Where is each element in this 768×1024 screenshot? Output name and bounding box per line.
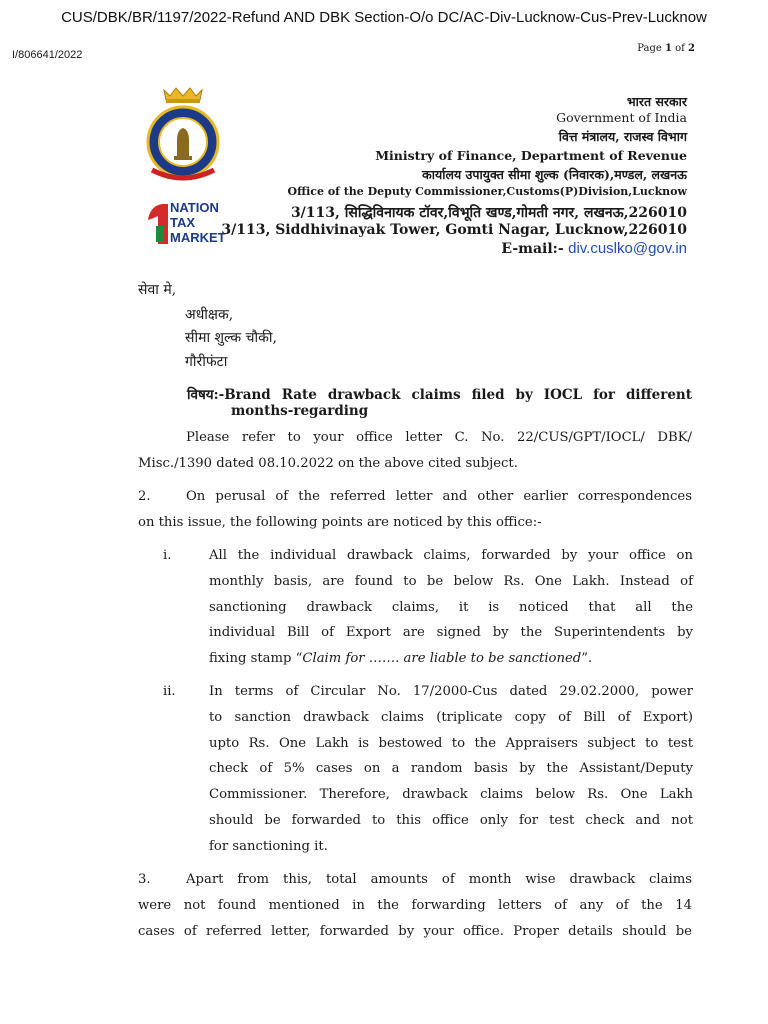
para3-line-2: were not found mentioned in the forwarding letters of any of the 14 xyxy=(138,897,692,913)
cbic-emblem-icon xyxy=(146,82,220,190)
ntm-word-nation: NATION xyxy=(170,200,219,215)
para3-line-1: Apart from this, total amounts of month wise drawback claims xyxy=(186,872,692,887)
letterhead-line-hindi-govt: भारत सरकार xyxy=(626,94,687,109)
paragraph-3 xyxy=(138,867,692,944)
letterhead-line-hindi-ministry: वित्त मंत्रालय, राजस्व विभाग xyxy=(558,129,687,144)
subject-line-1: विषय:-Brand Rate drawback claims filed by IOCL for different xyxy=(187,387,692,403)
paragraph-2 xyxy=(138,484,692,536)
addressee-line: सीमा शुल्क चौकी, xyxy=(185,330,277,346)
salutation: सेवा मे, xyxy=(138,282,177,298)
document-id: I/806641/2022 xyxy=(12,49,83,61)
letterhead-line-govt: Government of India xyxy=(556,110,687,125)
para3-line-3: cases of referred letter, forwarded by your office. Proper details should be xyxy=(138,923,692,939)
point-2-line: upto Rs. One Lakh is bestowed to the Appraisers subject to test xyxy=(209,735,693,751)
para1-line-2: Misc./1390 dated 08.10.2022 on the above cited subject. xyxy=(138,455,518,471)
subject xyxy=(187,385,692,419)
email-link[interactable]: div.cuslko@gov.in xyxy=(568,240,687,257)
para2-number: 2. xyxy=(138,489,151,504)
email-label: E-mail:- xyxy=(501,241,564,257)
paragraph-1 xyxy=(138,425,692,477)
addressee-line: गौरीफंटा xyxy=(185,354,228,370)
point-2-line: In terms of Circular No. 17/2000-Cus dated 29.02.2000, power xyxy=(209,684,693,699)
point-2-line: check of 5% cases on a random basis by the Assistant/Deputy xyxy=(209,761,693,777)
letterhead-email-line xyxy=(501,240,687,257)
subject-line-2: months-regarding xyxy=(231,403,369,419)
point-1-line: individual Bill of Export are signed by the Superintendents by xyxy=(209,625,693,641)
point-2-line: to sanction drawback claims (triplicate copy of Bill of Export) xyxy=(209,709,693,725)
point-1-number: i. xyxy=(163,548,172,563)
page-number: Page 1 of 2 xyxy=(637,43,695,54)
document-file-title: CUS/DBK/BR/1197/2022-Refund AND DBK Section-O/o DC/AC-Div-Lucknow-Cus-Prev-Lucknow xyxy=(61,9,707,26)
letterhead-line-hindi-office: कार्यालय उपायुक्त सीमा शुल्क (निवारक),मण्डल, लखनऊ xyxy=(422,167,687,182)
point-2 xyxy=(209,679,693,860)
para1-line-1: Please refer to your office letter C. No. 22/CUS/GPT/IOCL/ DBK/ xyxy=(186,430,692,445)
point-1-line: monthly basis, are found to be below Rs. One Lakh. Instead of xyxy=(209,573,693,589)
point-2-line: for sanctioning it. xyxy=(209,838,328,854)
ntm-word-market: MARKET xyxy=(170,230,226,245)
nation-tax-market-logo xyxy=(146,196,242,246)
para2-line-2: on this issue, the following points are noticed by this office:- xyxy=(138,514,542,530)
point-1 xyxy=(209,543,693,672)
letterhead-line-hindi-address: 3/113, सिद्धिविनायक टॉवर,विभूति खण्ड,गोमती नगर, लखनऊ,226010 xyxy=(290,205,687,221)
letterhead-line-address: 3/113, Siddhivinayak Tower, Gomti Nagar, Lucknow,226010 xyxy=(221,222,687,238)
point-1-line: All the individual drawback claims, forwarded by your office on xyxy=(209,548,693,563)
letterhead-line-ministry: Ministry of Finance, Department of Revenue xyxy=(375,148,687,163)
para2-line-1: On perusal of the referred letter and other earlier correspondences xyxy=(186,489,692,504)
point-2-line: should be forwarded to this office only for test check and not xyxy=(209,812,693,828)
addressee-line: अधीक्षक, xyxy=(185,307,234,323)
point-1-line: sanctioning drawback claims, it is noticed that all the xyxy=(209,599,693,615)
point-1-last-line: fixing stamp “Claim for ……. are liable to be sanctioned”. xyxy=(209,651,593,667)
para3-number: 3. xyxy=(138,872,151,887)
letterhead-line-office: Office of the Deputy Commissioner,Customs(P)Division,Lucknow xyxy=(287,185,687,198)
point-2-number: ii. xyxy=(163,684,176,699)
ntm-word-tax: TAX xyxy=(170,215,196,230)
point-2-line: Commissioner. Therefore, drawback claims below Rs. One Lakh xyxy=(209,787,693,803)
